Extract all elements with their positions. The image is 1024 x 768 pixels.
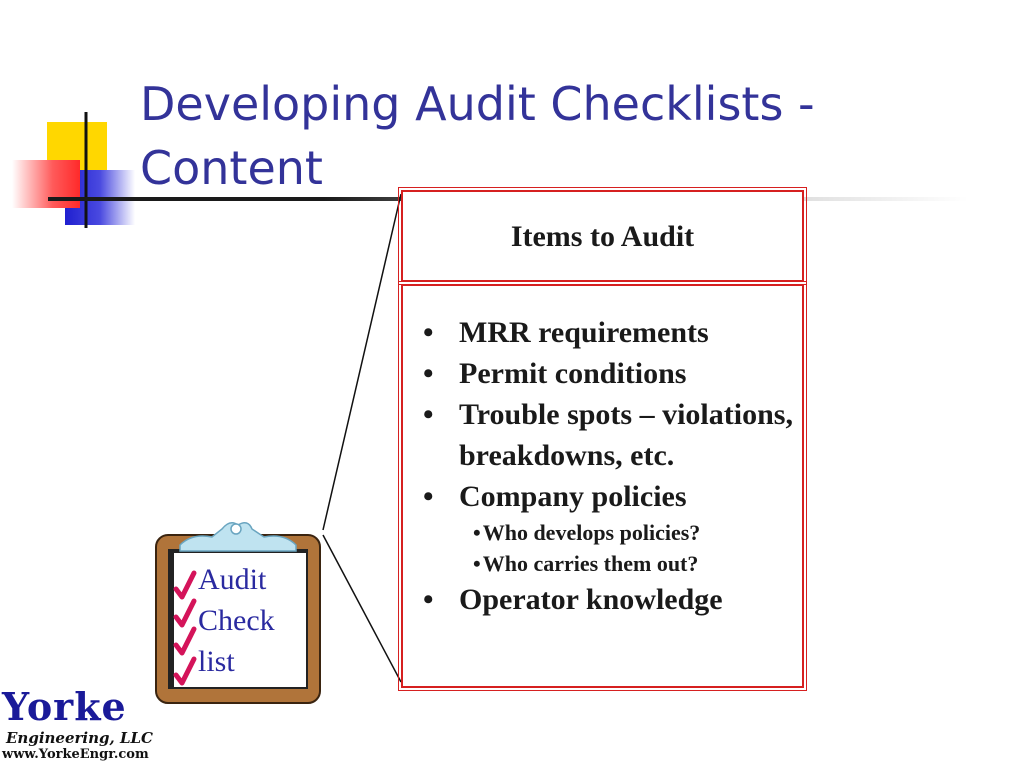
sub-list-item: •Who develops policies? — [473, 520, 701, 545]
slide-title: Developing Audit Checklists - Content — [140, 77, 815, 195]
list-item: • Trouble spots – violations, breakdowns, etc. — [419, 394, 799, 476]
audit-items-panel — [401, 284, 804, 688]
audit-items-list — [419, 312, 799, 620]
list-item: • Permit conditions — [419, 353, 799, 394]
company-website: www.YorkeEngr.com — [2, 747, 149, 762]
company-logo-name: Yorke — [2, 684, 127, 729]
items-to-audit-header — [401, 190, 804, 282]
company-logo-subtitle: Engineering, LLC — [6, 729, 153, 747]
list-item: • MRR requirements — [419, 312, 799, 353]
clipboard-label-line3: list — [198, 645, 235, 678]
sub-list-item: •Who carries them out? — [473, 551, 699, 576]
list-item: • Operator knowledge — [419, 579, 799, 620]
panel-header-text: Items to Audit — [510, 220, 695, 253]
clipboard-label-line2: Check — [198, 604, 275, 637]
list-item: • Company policies — [419, 476, 799, 517]
clipboard-label-line1: Audit — [198, 563, 267, 596]
